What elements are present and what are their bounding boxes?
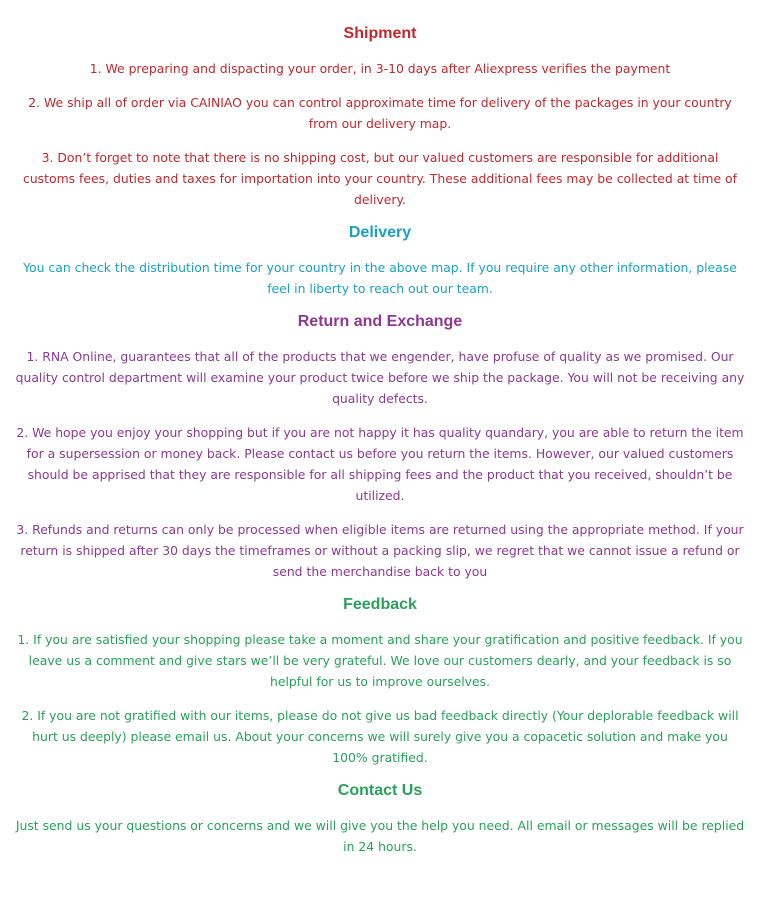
delivery-section [0, 223, 760, 299]
return-item-1: 1. RNA Online, guarantees that all of the products that we engender, have profuse of quality as we promised. Our quality control department will examine your product twice before we ship the package. You will not be receiving any quality defects. [15, 349, 745, 406]
shipment-heading: Shipment [343, 25, 417, 42]
feedback-item-1: 1. If you are satisfied your shopping please take a moment and share your gratification and positive feedback. If you leave us a comment and give stars we’ll be very grateful. We love our customers dearly, and your feedback is so helpful for us to improve ourselves. [17, 632, 743, 689]
feedback-heading: Feedback [343, 596, 417, 613]
shipment-section [0, 24, 760, 210]
contact-heading: Contact Us [337, 782, 423, 799]
contact-section [0, 781, 760, 857]
feedback-item-2: 2. If you are not gratified with our items, please do not give us bad feedback directly (Your deplorable feedback will hurt us deeply) please email us. About your concerns we will surely give you a copacetic solution and make you 100% gratified. [21, 708, 739, 765]
return-section [0, 312, 760, 582]
return-item-2: 2. We hope you enjoy your shopping but if you are not happy it has quality quandary, you are able to return the item for a supersession or money back. Please contact us before you return the items. However, our valued customers should be apprised that they are responsible for all shipping fees and the product that you received, shouldn’t be utilized. [16, 425, 744, 503]
shipment-item-1: 1. We preparing and dispacting your order, in 3-10 days after Aliexpress verifies the payment [89, 61, 671, 76]
shipment-item-2: 2. We ship all of order via CAINIAO you can control approximate time for delivery of the packages in your country from our delivery map. [28, 95, 732, 131]
delivery-heading: Delivery [348, 224, 412, 241]
shipment-item-3: 3. Don’t forget to note that there is no shipping cost, but our valued customers are responsible for additional customs fees, duties and taxes for importation into your country. These additional fees may be collected at time of delivery. [23, 150, 737, 207]
return-item-3: 3. Refunds and returns can only be processed when eligible items are returned using the appropriate method. If your return is shipped after 30 days the timeframes or without a packing slip, we regret that we cannot issue a refund or send the merchandise back to you [16, 522, 744, 579]
feedback-section [0, 595, 760, 768]
return-heading: Return and Exchange [297, 313, 463, 330]
delivery-text: You can check the distribution time for your country in the above map. If you require any other information, please feel in liberty to reach out our team. [23, 260, 737, 296]
contact-text: Just send us your questions or concerns and we will give you the help you need. All email or messages will be replied in 24 hours. [15, 818, 745, 854]
